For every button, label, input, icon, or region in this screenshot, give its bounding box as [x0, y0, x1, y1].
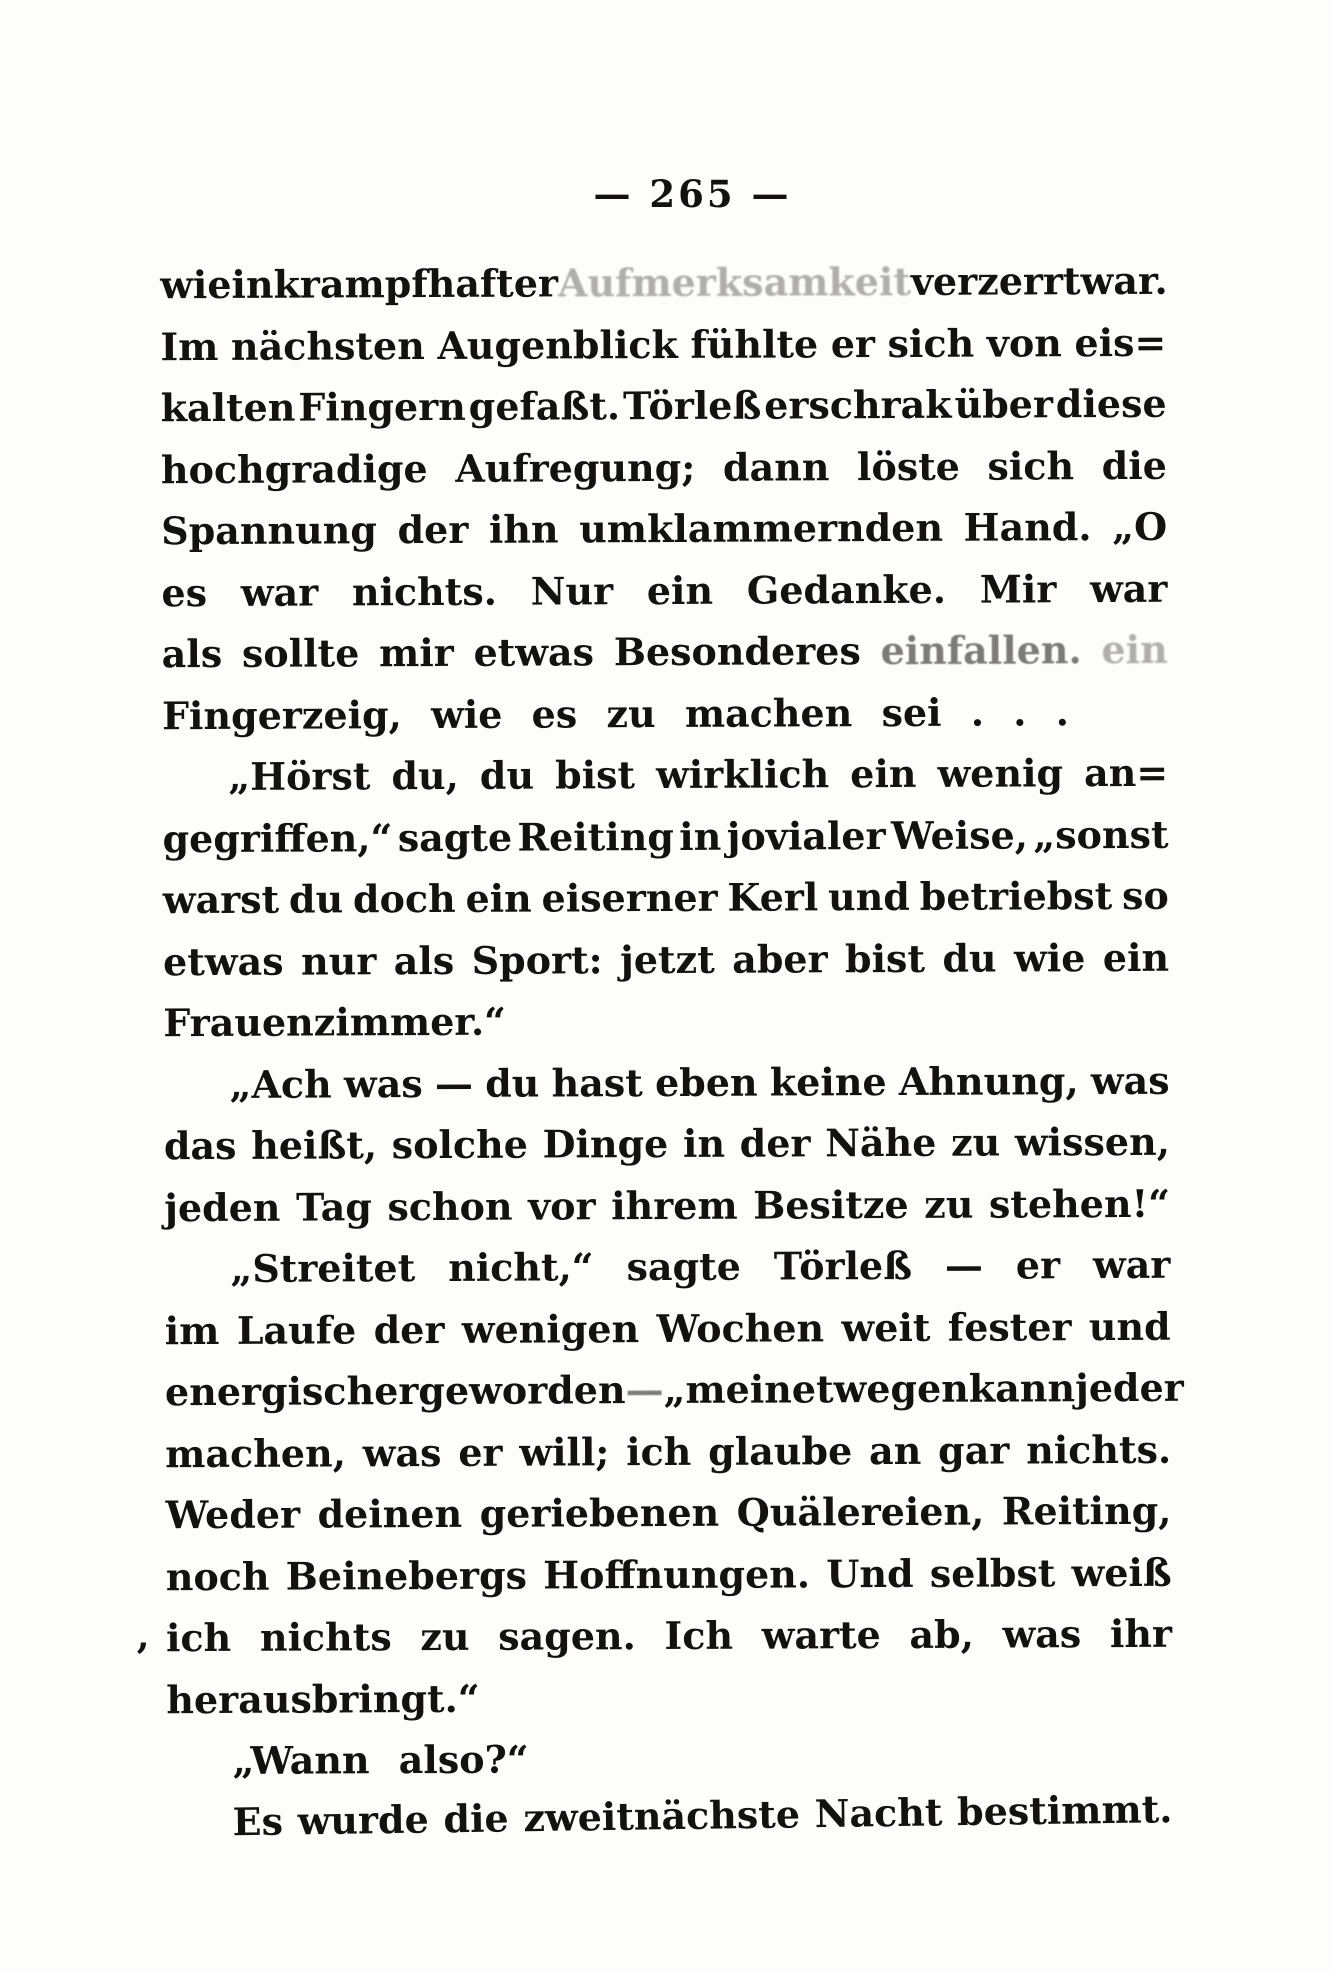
word: hochgradige	[160, 445, 428, 492]
page-text	[0, 249, 1333, 1854]
word: kann	[968, 1365, 1076, 1411]
word: „O	[1112, 503, 1168, 550]
word: „Ach	[229, 1060, 332, 1107]
word: als	[393, 937, 455, 983]
word: Spannung	[161, 507, 378, 554]
word: was	[1002, 1611, 1082, 1657]
word: umklammernden	[579, 504, 944, 552]
text-line	[165, 1480, 1171, 1546]
text-line	[165, 1295, 1171, 1361]
word: er	[830, 320, 876, 366]
word: sagte	[397, 814, 513, 860]
word: an	[868, 1427, 922, 1473]
text-line	[164, 1172, 1170, 1238]
word: noch	[165, 1553, 270, 1599]
word: eis=	[1074, 319, 1167, 365]
word: Nähe	[825, 1119, 937, 1166]
word: Nacht	[814, 1788, 943, 1836]
word: etwas	[162, 938, 284, 984]
word: geworden	[418, 1367, 626, 1414]
word: nichts.	[351, 568, 498, 614]
word: kalten	[160, 384, 296, 431]
text-line	[164, 1357, 1184, 1423]
word: krampfhafter	[273, 260, 559, 307]
word: wie	[160, 261, 232, 308]
word: Gedanke.	[746, 566, 947, 613]
word: jeden	[164, 1184, 281, 1230]
word: „Streitet	[230, 1245, 416, 1291]
word: wenig	[937, 750, 1064, 796]
word: ein	[1102, 934, 1170, 980]
stray-ink-mark: ‚	[136, 1612, 150, 1659]
word: ein	[850, 750, 917, 797]
word: er	[1015, 1242, 1061, 1288]
text-line	[164, 1111, 1170, 1177]
text-line	[162, 803, 1168, 869]
word: Es	[232, 1798, 284, 1844]
word: weit	[841, 1304, 931, 1350]
word: du	[485, 1060, 540, 1106]
word: Fingern	[298, 383, 466, 430]
word: du,	[391, 752, 459, 799]
word: zu	[924, 1181, 974, 1227]
word: und	[827, 873, 911, 920]
word: vor	[528, 1182, 596, 1229]
word: gegriffen,“	[162, 814, 393, 861]
word: Ahnung,	[898, 1057, 1079, 1104]
word: fühlte	[690, 320, 819, 367]
word: der	[397, 506, 469, 553]
word: wenigen	[461, 1305, 640, 1352]
text-line	[166, 1664, 1172, 1730]
word: die	[443, 1794, 509, 1841]
word: sagte	[626, 1243, 741, 1290]
word: was	[1090, 1057, 1170, 1103]
word: ihr	[1109, 1610, 1173, 1657]
word: Beinebergs	[285, 1552, 528, 1599]
word: Tag	[295, 1183, 372, 1230]
word: mir	[379, 629, 454, 676]
word: weiß	[1071, 1549, 1172, 1595]
word: diese	[1055, 380, 1167, 427]
word: ein	[465, 875, 532, 921]
word: zu	[420, 1613, 470, 1660]
word: löste	[856, 443, 960, 489]
word: ihn	[488, 506, 559, 552]
word: wurde	[297, 1796, 430, 1843]
word: Laufe	[236, 1306, 357, 1353]
word: Dinge	[542, 1121, 669, 1167]
word: bist	[554, 752, 636, 798]
word: machen	[684, 689, 853, 736]
word: nächsten	[230, 322, 425, 369]
word: Und	[826, 1550, 914, 1596]
word: was	[362, 1429, 442, 1475]
word: Sport:	[471, 936, 603, 983]
word: Aufmerksamkeit	[557, 258, 912, 306]
word: du	[479, 752, 535, 798]
word: hast	[551, 1059, 643, 1106]
word: sich	[887, 320, 975, 366]
word: war	[1092, 1241, 1171, 1288]
text-line	[160, 311, 1166, 377]
word: schon	[387, 1183, 513, 1229]
word: zu	[606, 690, 656, 736]
word: erschrak	[764, 381, 952, 428]
text-line	[161, 373, 1167, 439]
word: sagen.	[498, 1613, 636, 1659]
text-line	[166, 1603, 1172, 1669]
word: die	[1101, 442, 1167, 488]
word: betriebst	[919, 873, 1113, 919]
word: verzerrt	[910, 258, 1081, 304]
page-number: — 265 —	[593, 172, 792, 216]
word: das	[163, 1122, 237, 1169]
word: Reiting	[517, 813, 674, 860]
word: nicht,“	[448, 1244, 594, 1290]
text-line	[163, 865, 1169, 931]
word: in	[231, 261, 274, 307]
word: es	[161, 569, 208, 615]
word: wie	[430, 691, 503, 737]
word: gefaßt.	[468, 383, 621, 429]
text-line	[166, 1541, 1172, 1607]
word: Weder	[165, 1491, 301, 1538]
word: in	[682, 1120, 726, 1166]
word: war.	[1080, 257, 1168, 304]
word: sollte	[241, 630, 360, 676]
word: glaube	[708, 1427, 853, 1474]
word: Besitze	[753, 1181, 909, 1228]
word: jeder	[1074, 1364, 1184, 1411]
word: Aufregung;	[455, 444, 696, 491]
word: jovialer	[726, 812, 886, 859]
word: Augenblick	[437, 321, 678, 368]
word: —	[434, 1060, 474, 1106]
word: ein	[646, 567, 714, 613]
word: machen,	[165, 1429, 346, 1476]
text-line	[162, 680, 1168, 746]
word: von	[986, 319, 1062, 366]
word: ihrem	[611, 1182, 738, 1228]
word: warte	[761, 1612, 881, 1658]
word: Kerl	[727, 874, 819, 920]
word: Mir	[979, 565, 1057, 612]
word: Reiting,	[1001, 1487, 1172, 1534]
word: bestimmt.	[956, 1785, 1173, 1834]
text-line	[162, 619, 1168, 685]
word: wirklich	[655, 751, 830, 798]
word: als	[161, 630, 223, 677]
word: solche	[391, 1121, 528, 1168]
word: doch	[352, 875, 456, 922]
word: über	[954, 381, 1054, 427]
word: Frauenzimmer.“	[163, 998, 507, 1046]
word: war	[240, 569, 319, 615]
word: Quälereien,	[736, 1488, 985, 1535]
text-line	[160, 250, 1166, 316]
word: der	[373, 1306, 445, 1352]
text-line	[163, 988, 1169, 1054]
word: —	[944, 1242, 984, 1288]
word: herausbringt.“	[166, 1675, 480, 1722]
word: es	[531, 690, 578, 737]
word: „meinetwegen	[663, 1365, 969, 1413]
word: sei . . .	[881, 688, 1070, 735]
word: heißt,	[251, 1122, 378, 1168]
text-line	[164, 1234, 1170, 1300]
word: zweitnächste	[523, 1790, 801, 1840]
word: ich	[626, 1428, 692, 1474]
word: fester	[947, 1303, 1072, 1350]
word: im	[164, 1307, 220, 1353]
word: Törleß	[622, 382, 762, 429]
word: eben	[654, 1059, 758, 1105]
word: ich	[165, 1614, 232, 1661]
word: nichts.	[1026, 1426, 1172, 1472]
word: bist	[844, 935, 926, 981]
word: Weise,	[890, 811, 1029, 858]
word: wie	[1013, 934, 1086, 980]
word: stehen!“	[988, 1180, 1171, 1227]
word: —	[625, 1367, 664, 1413]
word: geriebenen	[479, 1489, 720, 1536]
text-line	[165, 1418, 1171, 1484]
word: du	[942, 935, 997, 981]
word: und	[1088, 1303, 1171, 1349]
word: er	[458, 1429, 503, 1475]
word: einfallen.	[880, 627, 1082, 674]
word: will;	[519, 1428, 610, 1475]
word: an=	[1083, 749, 1169, 796]
word: dann	[722, 443, 830, 490]
word: war	[1089, 565, 1168, 611]
word: Hand.	[963, 504, 1092, 550]
word: zu	[950, 1119, 1001, 1165]
word: Fingerzeig,	[161, 691, 402, 738]
word: Hoffnungen.	[543, 1550, 811, 1598]
text-line	[163, 926, 1169, 992]
word: der	[739, 1120, 811, 1166]
word: deinen	[317, 1490, 463, 1537]
text-line	[162, 742, 1168, 808]
word: aber	[732, 935, 828, 982]
text-line	[161, 496, 1167, 562]
word: „Wann	[232, 1737, 370, 1783]
word: Ich	[664, 1612, 734, 1659]
text-line	[161, 557, 1167, 623]
word: was	[343, 1060, 423, 1106]
word: wissen,	[1014, 1118, 1170, 1165]
word: sich	[987, 442, 1075, 489]
word: du	[288, 876, 344, 922]
word: in	[679, 813, 722, 859]
word: Wochen	[656, 1304, 825, 1351]
word: energischer	[164, 1368, 419, 1415]
word: „Hörst	[228, 753, 371, 799]
word: ein	[1101, 626, 1168, 673]
word: warst	[162, 876, 280, 923]
word: keine	[769, 1058, 887, 1105]
word: Törleß	[773, 1242, 913, 1289]
text-line	[163, 1049, 1169, 1115]
word: etwas	[473, 629, 595, 675]
word: „sonst	[1033, 811, 1169, 857]
word: jetzt	[619, 936, 715, 982]
word: gar	[938, 1427, 1010, 1473]
word: eiserner	[541, 874, 718, 921]
word: so	[1121, 872, 1169, 919]
text-line	[161, 434, 1167, 500]
word: Besonderes	[613, 628, 861, 675]
word: Nur	[530, 567, 614, 614]
word: ab,	[909, 1611, 974, 1657]
word: nichts	[259, 1614, 392, 1660]
word: selbst	[929, 1549, 1056, 1596]
word: also?“	[398, 1736, 529, 1783]
word: nur	[300, 937, 377, 984]
word: Im	[160, 323, 219, 369]
